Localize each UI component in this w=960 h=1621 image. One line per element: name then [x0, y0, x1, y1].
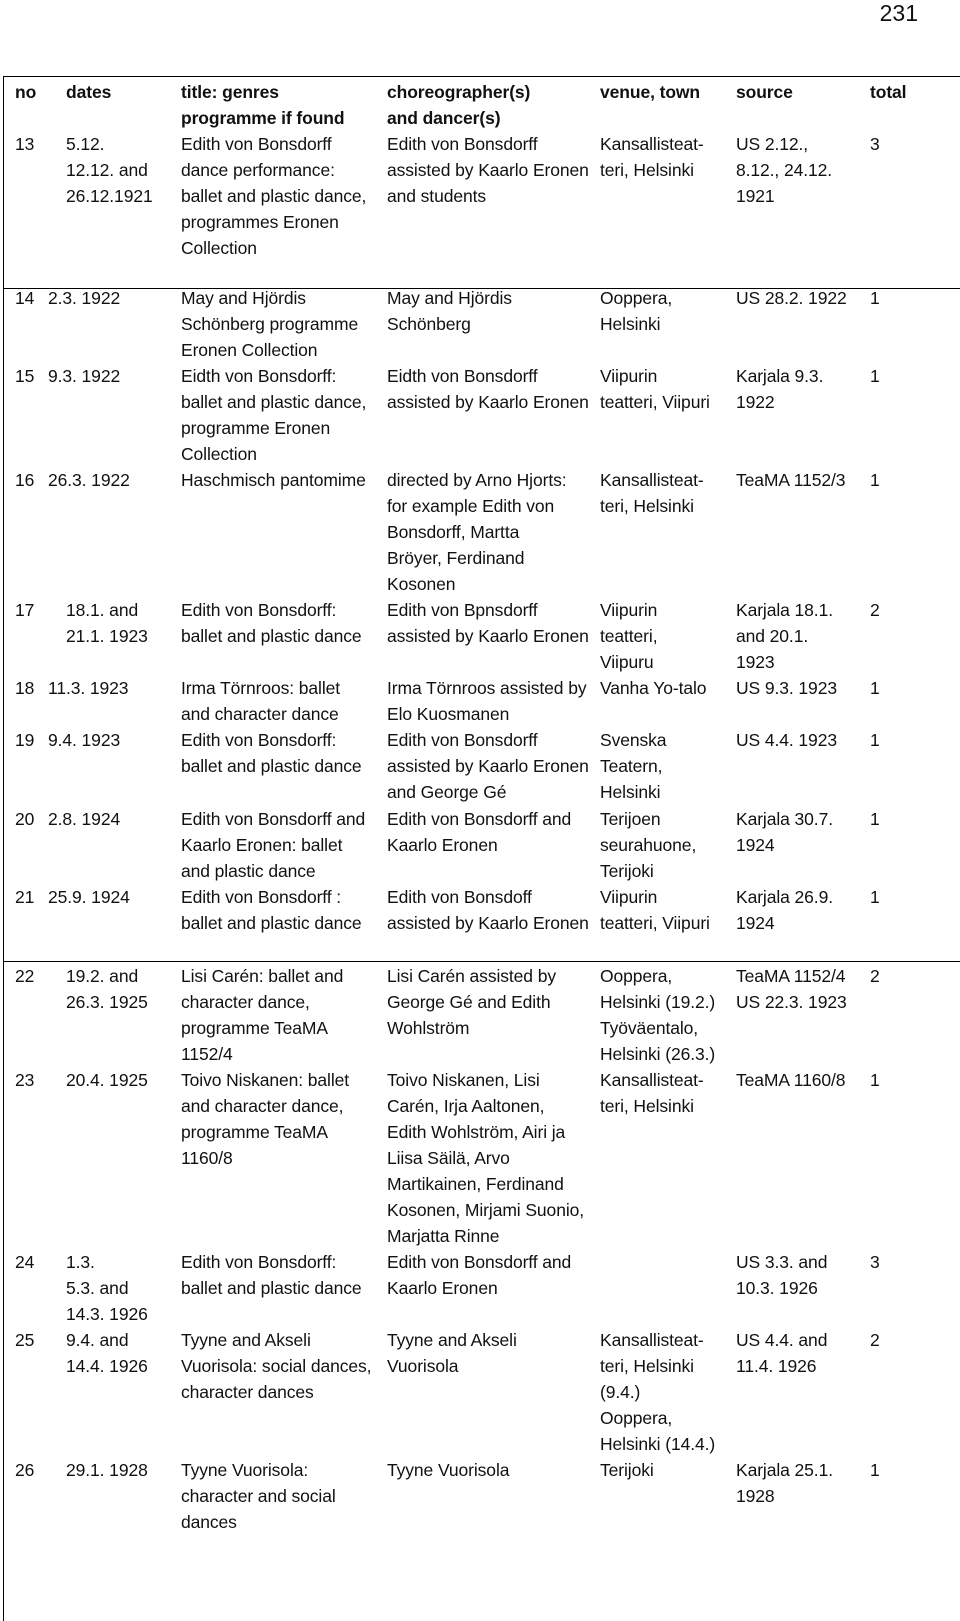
cell-dates: 2.3. 1922 — [48, 288, 121, 308]
cell-dates: 20.4. 1925 — [66, 1070, 148, 1090]
cell-choreographer: Edith von Bonsdorff assisted by Kaarlo Eronen and students — [387, 134, 589, 206]
cell-no: 18 — [15, 678, 35, 698]
cell-source: US 9.3. 1923 — [736, 678, 837, 698]
cell-dates: 2.8. 1924 — [48, 809, 121, 829]
cell-source: Karjala 9.3. 1922 — [736, 366, 824, 412]
cell-venue: Kansallisteat- teri, Helsinki — [600, 134, 704, 180]
cell-venue: Vanha Yo-talo — [600, 678, 707, 698]
cell-source: US 28.2. 1922 — [736, 288, 847, 308]
cell-choreographer: Edith von Bonsdorff and Kaarlo Eronen — [387, 1252, 572, 1298]
cell-title: Lisi Carén: ballet and character dance, programme TeaMA 1152/4 — [181, 966, 344, 1064]
cell-total: 1 — [870, 809, 880, 829]
cell-total: 2 — [870, 966, 880, 986]
cell-dates: 26.3. 1922 — [48, 470, 130, 490]
cell-total: 2 — [870, 1330, 880, 1350]
cell-title: Edith von Bonsdorff and Kaarlo Eronen: ballet and plastic dance — [181, 809, 366, 881]
cell-venue: Terijoki — [600, 1460, 654, 1480]
cell-choreographer: Edith von Bonsdorff and Kaarlo Eronen — [387, 809, 572, 855]
cell-no: 15 — [15, 366, 35, 386]
header-title: title: genres programme if found — [181, 82, 345, 128]
cell-title: Irma Törnroos: ballet and character dance — [181, 678, 341, 724]
cell-source: US 2.12., 8.12., 24.12. 1921 — [736, 134, 833, 206]
cell-no: 26 — [15, 1460, 35, 1480]
cell-choreographer: Tyyne and Akseli Vuorisola — [387, 1330, 517, 1376]
header-venue: venue, town — [600, 82, 701, 102]
cell-choreographer: Edith von Bonsdorff assisted by Kaarlo Eronen and George Gé — [387, 730, 589, 802]
cell-source: TeaMA 1160/8 — [736, 1070, 846, 1090]
cell-total: 2 — [870, 600, 880, 620]
cell-total: 1 — [870, 366, 880, 386]
cell-dates: 18.1. and 21.1. 1923 — [66, 600, 148, 646]
header-source: source — [736, 82, 793, 102]
cell-no: 24 — [15, 1252, 35, 1272]
cell-source: Karjala 18.1. and 20.1. 1923 — [736, 600, 833, 672]
cell-dates: 19.2. and 26.3. 1925 — [66, 966, 148, 1012]
cell-no: 25 — [15, 1330, 35, 1350]
cell-title: Toivo Niskanen: ballet and character dance, programme TeaMA 1160/8 — [181, 1070, 350, 1168]
cell-title: Haschmisch pantomime — [181, 470, 366, 490]
cell-venue: Ooppera, Helsinki — [600, 288, 673, 334]
cell-total: 1 — [870, 288, 880, 308]
cell-total: 1 — [870, 730, 880, 750]
cell-source: Karjala 30.7. 1924 — [736, 809, 833, 855]
cell-choreographer: Toivo Niskanen, Lisi Carén, Irja Aaltonen, Edith Wohlström, Airi ja Liisa Säilä, Arvo Martikainen, Ferdinand Kosonen, Mirjami Suonio, Marjatta Rinne — [387, 1070, 585, 1246]
cell-total: 1 — [870, 1460, 880, 1480]
header-choreographer: choreographer(s) and dancer(s) — [387, 82, 531, 128]
cell-title: Tyyne and Akseli Vuorisola: social dances, character dances — [181, 1330, 372, 1402]
header-no: no — [15, 82, 37, 102]
cell-title: Edith von Bonsdorff : ballet and plastic dance — [181, 887, 362, 933]
cell-dates: 25.9. 1924 — [48, 887, 130, 907]
cell-source: TeaMA 1152/4 US 22.3. 1923 — [736, 966, 847, 1012]
cell-no: 21 — [15, 887, 35, 907]
cell-total: 1 — [870, 678, 880, 698]
cell-total: 3 — [870, 1252, 880, 1272]
cell-choreographer: Lisi Carén assisted by George Gé and Edith Wohlström — [387, 966, 556, 1038]
cell-source: Karjala 26.9. 1924 — [736, 887, 833, 933]
cell-dates: 9.4. 1923 — [48, 730, 121, 750]
cell-no: 23 — [15, 1070, 35, 1090]
cell-venue: Viipurin teatteri, Viipuri — [600, 887, 710, 933]
header-total: total — [870, 82, 907, 102]
cell-venue: Kansallisteat- teri, Helsinki (9.4.) Ooppera, Helsinki (14.4.) — [600, 1330, 716, 1454]
cell-no: 14 — [15, 288, 35, 308]
cell-title: Edith von Bonsdorff dance performance: ballet and plastic dance, programmes Eronen Collection — [181, 134, 367, 258]
cell-no: 19 — [15, 730, 35, 750]
cell-source: US 3.3. and 10.3. 1926 — [736, 1252, 828, 1298]
cell-dates: 11.3. 1923 — [48, 678, 129, 698]
cell-title: Tyyne Vuorisola: character and social dances — [181, 1460, 336, 1532]
cell-choreographer: Eidth von Bonsdorff assisted by Kaarlo Eronen — [387, 366, 589, 412]
cell-dates: 9.4. and 14.4. 1926 — [66, 1330, 148, 1376]
cell-total: 1 — [870, 887, 880, 907]
cell-no: 16 — [15, 470, 35, 490]
cell-choreographer: directed by Arno Hjorts: for example Edith von Bonsdorff, Martta Bröyer, Ferdinand Kosonen — [387, 470, 567, 594]
cell-venue: Svenska Teatern, Helsinki — [600, 730, 667, 802]
cell-no: 20 — [15, 809, 35, 829]
cell-choreographer: Tyyne Vuorisola — [387, 1460, 510, 1480]
cell-no: 13 — [15, 134, 35, 154]
cell-dates: 5.12. 12.12. and 26.12.1921 — [66, 134, 153, 206]
cell-total: 3 — [870, 134, 880, 154]
cell-title: Edith von Bonsdorff: ballet and plastic dance — [181, 600, 362, 646]
cell-choreographer: Edith von Bonsdoff assisted by Kaarlo Eronen — [387, 887, 589, 933]
cell-venue: Kansallisteat- teri, Helsinki — [600, 470, 704, 516]
cell-source: US 4.4. 1923 — [736, 730, 837, 750]
cell-source: Karjala 25.1. 1928 — [736, 1460, 833, 1506]
cell-source: TeaMA 1152/3 — [736, 470, 846, 490]
cell-no: 22 — [15, 966, 35, 986]
cell-no: 17 — [15, 600, 35, 620]
cell-venue: Ooppera, Helsinki (19.2.) Työväentalo, Helsinki (26.3.) — [600, 966, 716, 1064]
cell-venue: Kansallisteat- teri, Helsinki — [600, 1070, 704, 1116]
cell-choreographer: Edith von Bpnsdorff assisted by Kaarlo Eronen — [387, 600, 589, 646]
cell-dates: 29.1. 1928 — [66, 1460, 148, 1480]
cell-total: 1 — [870, 470, 880, 490]
cell-dates: 9.3. 1922 — [48, 366, 121, 386]
cell-venue: Viipurin teatteri, Viipuru — [600, 600, 658, 672]
cell-total: 1 — [870, 1070, 880, 1090]
page-number: 231 — [879, 0, 918, 26]
cell-title: Eidth von Bonsdorff: ballet and plastic dance, programme Eronen Collection — [181, 366, 367, 464]
cell-venue: Terijoen seurahuone, Terijoki — [600, 809, 697, 881]
cell-title: May and Hjördis Schönberg programme Eronen Collection — [181, 288, 359, 360]
cell-choreographer: Irma Törnroos assisted by Elo Kuosmanen — [387, 678, 587, 724]
cell-choreographer: May and Hjördis Schönberg — [387, 288, 512, 334]
cell-venue: Viipurin teatteri, Viipuri — [600, 366, 710, 412]
cell-source: US 4.4. and 11.4. 1926 — [736, 1330, 828, 1376]
header-dates: dates — [66, 82, 112, 102]
cell-title: Edith von Bonsdorff: ballet and plastic dance — [181, 730, 362, 776]
performance-table — [3, 76, 960, 1621]
cell-title: Edith von Bonsdorff: ballet and plastic dance — [181, 1252, 362, 1298]
cell-dates: 1.3. 5.3. and 14.3. 1926 — [66, 1252, 148, 1324]
